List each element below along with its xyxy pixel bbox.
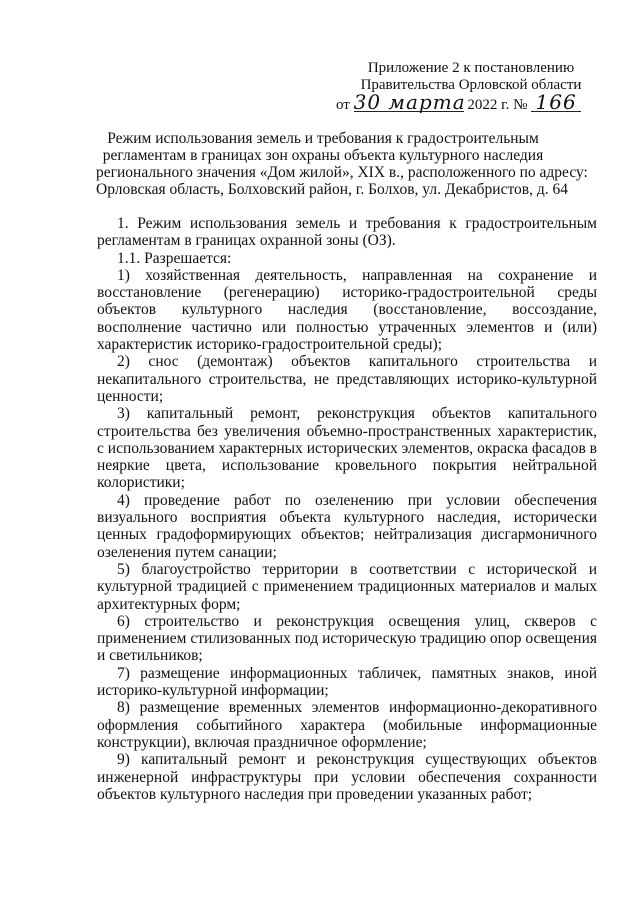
document-title — [96, 130, 588, 198]
title-line-3: регионального значения «Дом жилой», XIX в., расположенного по адресу: — [96, 164, 588, 181]
paragraph: 9) капитальный ремонт и реконструкция существующих объектов инженерной инфраструктуры при условии обеспечения сохранности объектов культурного наследия при проведении указанных работ; — [97, 751, 597, 803]
paragraph: 4) проведение работ по озеленению при условии обеспечения визуального восприятия объекта культурного наследия, исторически ценных градоформирующих объектов; нейтрализация дисгармоничного озеленения путем санации; — [97, 491, 597, 561]
appendix-line-2: Правительства Орловской области — [360, 77, 582, 93]
title-line-4: Орловская область, Болховский район, г. Болхов, ул. Декабристов, д. 64 — [96, 181, 568, 198]
year-text: 2022 г. № — [467, 97, 528, 113]
handwritten-date: 30 марта — [353, 90, 466, 114]
appendix-line-1: Приложение 2 к постановлению — [367, 60, 575, 76]
date-prefix: от — [336, 97, 350, 113]
decree-date-line — [336, 90, 606, 114]
title-line-2: регламентам в границах зон охраны объекта культурного наследия — [102, 147, 544, 164]
title-line-1: Режим использования земель и требования к градостроительным — [107, 130, 539, 147]
paragraph: 7) размещение информационных табличек, памятных знаков, иной историко-культурной информации; — [97, 664, 597, 700]
paragraph: 5) благоустройство территории в соответствии с исторической и культурной традицией с применением традиционных материалов и малых архитектурных форм; — [97, 560, 597, 613]
paragraph: 1. Режим использования земель и требования к градостроительным регламентам в границах охранной зоны (ОЗ). — [97, 215, 597, 250]
paragraph: 1.1. Разрешается: — [117, 249, 232, 267]
paragraph: 8) размещение временных элементов информационно-декоративного оформления событийного характера (мобильные информационные конструкции), включая праздничное оформление; — [97, 699, 597, 751]
paragraph: 2) снос (демонтаж) объектов капитального строительства и некапитального строительства, не представляющих историко-культурной ценности; — [97, 353, 597, 405]
handwritten-decree-number: 166 — [531, 93, 581, 112]
document-body — [97, 215, 597, 803]
appendix-header — [336, 60, 606, 94]
paragraph: 1) хозяйственная деятельность, направленная на сохранение и восстановление (регенерацию) историко-градостроительной среды объектов культурного наследия (восстановление, воссоздание, восполнение частично или полностью утраченных элементов и (или) характеристик историко-градостроительной среды); — [97, 266, 597, 354]
paragraph: 6) строительство и реконструкция освещения улиц, скверов с применением стилизованных под историческую традицию опор освещения и светильников; — [97, 612, 597, 665]
paragraph: 3) капитальный ремонт, реконструкция объектов капитального строительства без увеличения объемно-пространственных характеристик, с использованием характерных исторических элементов, окраска фасадов в неяркие цвета, использование кровельного покрытия нейтральной колористики; — [97, 405, 597, 492]
